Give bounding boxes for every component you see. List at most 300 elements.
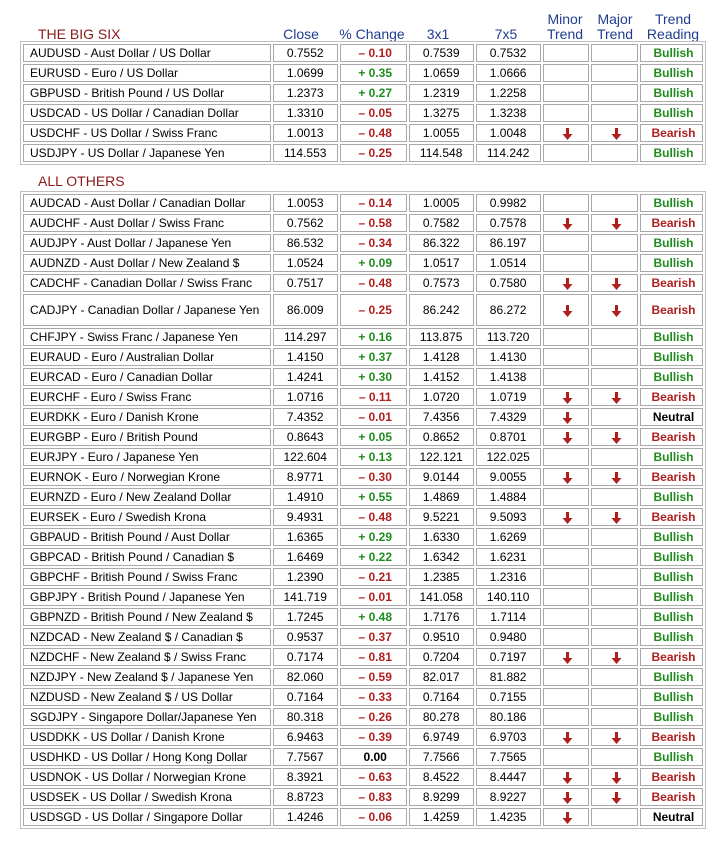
change-cell: – 0.81 — [340, 648, 407, 666]
pair-cell: USDHKD - US Dollar / Hong Kong Dollar — [23, 748, 271, 766]
change-cell: – 0.63 — [340, 768, 407, 786]
table-row — [23, 428, 703, 446]
trend-reading-cell: Bearish — [640, 728, 703, 746]
7x5-cell: 1.0719 — [476, 388, 541, 406]
7x5-cell: 1.0666 — [476, 64, 541, 82]
close-cell: 1.2373 — [273, 84, 338, 102]
change-cell: + 0.30 — [340, 368, 407, 386]
trend-reading-cell: Bullish — [640, 488, 703, 506]
major-trend-cell — [591, 528, 638, 546]
7x5-cell: 1.2258 — [476, 84, 541, 102]
trend-reading-cell: Bearish — [640, 274, 703, 292]
3x1-cell: 0.7573 — [409, 274, 474, 292]
3x1-cell: 1.2319 — [409, 84, 474, 102]
minor-trend-cell — [543, 748, 590, 766]
down-arrow-icon — [611, 218, 622, 230]
trend-reading-cell: Bearish — [640, 788, 703, 806]
major-trend-cell — [591, 44, 638, 62]
minor-trend-cell — [543, 448, 590, 466]
major-trend-cell — [591, 768, 638, 786]
all-others-title: ALL OTHERS — [38, 173, 125, 189]
down-arrow-icon — [562, 732, 573, 744]
pair-cell: EURGBP - Euro / British Pound — [23, 428, 271, 446]
all-others-table — [20, 191, 706, 829]
7x5-cell: 1.7114 — [476, 608, 541, 626]
close-cell: 0.7174 — [273, 648, 338, 666]
table-row — [23, 468, 703, 486]
down-arrow-icon — [611, 732, 622, 744]
close-cell: 141.719 — [273, 588, 338, 606]
trend-reading-cell: Bullish — [640, 44, 703, 62]
minor-trend-cell — [543, 274, 590, 292]
3x1-cell: 8.9299 — [409, 788, 474, 806]
trend-reading-cell: Bullish — [640, 668, 703, 686]
change-cell: – 0.83 — [340, 788, 407, 806]
trend-reading-cell: Bullish — [640, 348, 703, 366]
close-cell: 1.4241 — [273, 368, 338, 386]
pair-cell: EURAUD - Euro / Australian Dollar — [23, 348, 271, 366]
minor-trend-cell — [543, 808, 590, 826]
7x5-cell: 1.4235 — [476, 808, 541, 826]
trend-reading-cell: Bullish — [640, 628, 703, 646]
minor-trend-cell — [543, 328, 590, 346]
7x5-cell: 1.6231 — [476, 548, 541, 566]
trend-reading-cell: Neutral — [640, 408, 703, 426]
change-cell: – 0.01 — [340, 408, 407, 426]
trend-reading-column-header: Trend Reading — [646, 11, 700, 42]
minor-trend-cell — [543, 408, 590, 426]
pair-cell: USDDKK - US Dollar / Danish Krone — [23, 728, 271, 746]
column-header-row — [0, 8, 724, 42]
trend-reading-cell: Bullish — [640, 328, 703, 346]
table-row — [23, 548, 703, 566]
3x1-cell: 86.242 — [409, 294, 474, 326]
pair-cell: USDJPY - US Dollar / Japanese Yen — [23, 144, 271, 162]
major-trend-cell — [591, 64, 638, 82]
table-row — [23, 274, 703, 292]
close-cell: 1.7245 — [273, 608, 338, 626]
trend-reading-cell: Bearish — [640, 508, 703, 526]
table-row — [23, 368, 703, 386]
trend-reading-cell: Bullish — [640, 84, 703, 102]
close-cell: 8.9771 — [273, 468, 338, 486]
change-cell: – 0.58 — [340, 214, 407, 232]
down-arrow-icon — [611, 512, 622, 524]
pair-cell: GBPJPY - British Pound / Japanese Yen — [23, 588, 271, 606]
3x1-cell: 114.548 — [409, 144, 474, 162]
minor-trend-cell — [543, 768, 590, 786]
table-row — [23, 608, 703, 626]
7x5-cell: 7.4329 — [476, 408, 541, 426]
trend-reading-cell: Bearish — [640, 294, 703, 326]
7x5-column-header: 7x5 — [494, 26, 518, 42]
minor-trend-cell — [543, 728, 590, 746]
major-trend-cell — [591, 448, 638, 466]
change-cell: + 0.48 — [340, 608, 407, 626]
major-trend-cell — [591, 728, 638, 746]
major-trend-cell — [591, 348, 638, 366]
close-cell: 86.009 — [273, 294, 338, 326]
close-cell: 0.7517 — [273, 274, 338, 292]
minor-trend-cell — [543, 254, 590, 272]
close-cell: 8.3921 — [273, 768, 338, 786]
minor-trend-cell — [543, 194, 590, 212]
trend-reading-cell: Bearish — [640, 124, 703, 142]
minor-trend-cell — [543, 368, 590, 386]
pair-cell: AUDCAD - Aust Dollar / Canadian Dollar — [23, 194, 271, 212]
pair-cell: AUDNZD - Aust Dollar / New Zealand $ — [23, 254, 271, 272]
major-trend-cell — [591, 274, 638, 292]
7x5-cell: 9.0055 — [476, 468, 541, 486]
3x1-cell: 0.7539 — [409, 44, 474, 62]
minor-trend-cell — [543, 388, 590, 406]
3x1-cell: 1.0517 — [409, 254, 474, 272]
table-row — [23, 748, 703, 766]
close-cell: 114.553 — [273, 144, 338, 162]
7x5-cell: 0.7580 — [476, 274, 541, 292]
pair-cell: EURCAD - Euro / Canadian Dollar — [23, 368, 271, 386]
table-row — [23, 728, 703, 746]
trend-reading-cell: Bullish — [640, 568, 703, 586]
major-trend-cell — [591, 628, 638, 646]
table-row — [23, 588, 703, 606]
big-six-table-body — [23, 44, 703, 162]
minor-trend-cell — [543, 708, 590, 726]
minor-trend-cell — [543, 588, 590, 606]
close-cell: 0.7552 — [273, 44, 338, 62]
trend-reading-cell: Bullish — [640, 588, 703, 606]
major-trend-cell — [591, 608, 638, 626]
table-row — [23, 294, 703, 326]
close-cell: 0.7164 — [273, 688, 338, 706]
7x5-cell: 1.6269 — [476, 528, 541, 546]
trend-reading-cell: Bullish — [640, 144, 703, 162]
close-cell: 82.060 — [273, 668, 338, 686]
trend-reading-cell: Bearish — [640, 648, 703, 666]
down-arrow-icon — [611, 128, 622, 140]
3x1-cell: 7.4356 — [409, 408, 474, 426]
minor-trend-cell — [543, 64, 590, 82]
table-row — [23, 508, 703, 526]
change-cell: – 0.25 — [340, 144, 407, 162]
minor-trend-cell — [543, 608, 590, 626]
pair-cell: EURCHF - Euro / Swiss Franc — [23, 388, 271, 406]
close-cell: 1.0053 — [273, 194, 338, 212]
major-trend-cell — [591, 408, 638, 426]
7x5-cell: 6.9703 — [476, 728, 541, 746]
trend-reading-cell: Bullish — [640, 528, 703, 546]
table-row — [23, 568, 703, 586]
3x1-cell: 9.0144 — [409, 468, 474, 486]
trend-reading-cell: Bullish — [640, 548, 703, 566]
minor-trend-cell — [543, 234, 590, 252]
pair-cell: NZDJPY - New Zealand $ / Japanese Yen — [23, 668, 271, 686]
trend-reading-cell: Bearish — [640, 214, 703, 232]
minor-trend-cell — [543, 528, 590, 546]
trend-reading-cell: Bearish — [640, 768, 703, 786]
7x5-cell: 7.7565 — [476, 748, 541, 766]
7x5-cell: 86.197 — [476, 234, 541, 252]
table-row — [23, 628, 703, 646]
3x1-cell: 0.7164 — [409, 688, 474, 706]
7x5-cell: 0.7155 — [476, 688, 541, 706]
close-cell: 0.8643 — [273, 428, 338, 446]
major-trend-cell — [591, 548, 638, 566]
7x5-cell: 1.0048 — [476, 124, 541, 142]
minor-trend-column-header: Minor Trend — [546, 11, 584, 42]
close-cell: 7.7567 — [273, 748, 338, 766]
down-arrow-icon — [562, 412, 573, 424]
7x5-cell: 1.2316 — [476, 568, 541, 586]
change-cell: – 0.21 — [340, 568, 407, 586]
7x5-cell: 1.4884 — [476, 488, 541, 506]
close-cell: 9.4931 — [273, 508, 338, 526]
7x5-cell: 140.110 — [476, 588, 541, 606]
minor-trend-cell — [543, 428, 590, 446]
major-trend-column-header: Major Trend — [596, 11, 634, 42]
7x5-cell: 0.7578 — [476, 214, 541, 232]
table-row — [23, 648, 703, 666]
minor-trend-cell — [543, 104, 590, 122]
pair-cell: NZDUSD - New Zealand $ / US Dollar — [23, 688, 271, 706]
7x5-cell: 0.7197 — [476, 648, 541, 666]
minor-trend-cell — [543, 348, 590, 366]
change-cell: – 0.48 — [340, 508, 407, 526]
3x1-cell: 1.0055 — [409, 124, 474, 142]
big-six-table — [20, 41, 706, 165]
minor-trend-cell — [543, 488, 590, 506]
major-trend-cell — [591, 428, 638, 446]
trend-reading-cell: Bullish — [640, 708, 703, 726]
close-cell: 8.8723 — [273, 788, 338, 806]
trend-reading-cell: Bullish — [640, 688, 703, 706]
pair-cell: EURJPY - Euro / Japanese Yen — [23, 448, 271, 466]
7x5-cell: 80.186 — [476, 708, 541, 726]
change-cell: + 0.29 — [340, 528, 407, 546]
close-cell: 0.7562 — [273, 214, 338, 232]
3x1-cell: 80.278 — [409, 708, 474, 726]
close-cell: 1.0524 — [273, 254, 338, 272]
3x1-cell: 9.5221 — [409, 508, 474, 526]
close-cell: 1.2390 — [273, 568, 338, 586]
trend-reading-cell: Bearish — [640, 388, 703, 406]
close-cell: 122.604 — [273, 448, 338, 466]
trend-reading-cell: Bearish — [640, 428, 703, 446]
change-cell: + 0.05 — [340, 428, 407, 446]
3x1-cell: 82.017 — [409, 668, 474, 686]
close-cell: 1.3310 — [273, 104, 338, 122]
down-arrow-icon — [562, 772, 573, 784]
table-row — [23, 194, 703, 212]
pair-cell: CHFJPY - Swiss Franc / Japanese Yen — [23, 328, 271, 346]
major-trend-cell — [591, 104, 638, 122]
3x1-cell: 1.2385 — [409, 568, 474, 586]
close-column-header: Close — [283, 26, 319, 42]
down-arrow-icon — [562, 278, 573, 290]
trend-reading-cell: Bullish — [640, 608, 703, 626]
trend-reading-cell: Bullish — [640, 368, 703, 386]
3x1-cell: 6.9749 — [409, 728, 474, 746]
pair-cell: NZDCAD - New Zealand $ / Canadian $ — [23, 628, 271, 646]
3x1-cell: 1.0005 — [409, 194, 474, 212]
change-cell: – 0.06 — [340, 808, 407, 826]
table-row — [23, 808, 703, 826]
change-cell: – 0.10 — [340, 44, 407, 62]
change-cell: + 0.16 — [340, 328, 407, 346]
3x1-column-header: 3x1 — [426, 26, 450, 42]
change-cell: + 0.22 — [340, 548, 407, 566]
change-cell: – 0.34 — [340, 234, 407, 252]
table-row — [23, 104, 703, 122]
change-cell: – 0.48 — [340, 124, 407, 142]
major-trend-cell — [591, 588, 638, 606]
down-arrow-icon — [562, 472, 573, 484]
3x1-cell: 7.7566 — [409, 748, 474, 766]
table-row — [23, 214, 703, 232]
trend-reading-cell: Bullish — [640, 448, 703, 466]
pair-cell: EURUSD - Euro / US Dollar — [23, 64, 271, 82]
3x1-cell: 1.4259 — [409, 808, 474, 826]
trend-reading-cell: Bullish — [640, 64, 703, 82]
down-arrow-icon — [562, 432, 573, 444]
big-six-title: THE BIG SIX — [38, 26, 121, 42]
major-trend-cell — [591, 388, 638, 406]
3x1-cell: 1.6342 — [409, 548, 474, 566]
trend-reading-cell: Bullish — [640, 104, 703, 122]
down-arrow-icon — [562, 812, 573, 824]
minor-trend-cell — [543, 628, 590, 646]
down-arrow-icon — [611, 278, 622, 290]
trend-reading-cell: Bullish — [640, 748, 703, 766]
7x5-cell: 114.242 — [476, 144, 541, 162]
change-cell: – 0.05 — [340, 104, 407, 122]
down-arrow-icon — [562, 128, 573, 140]
3x1-cell: 141.058 — [409, 588, 474, 606]
3x1-cell: 1.7176 — [409, 608, 474, 626]
minor-trend-cell — [543, 468, 590, 486]
7x5-cell: 0.8701 — [476, 428, 541, 446]
all-others-table-body — [23, 194, 703, 826]
3x1-cell: 1.6330 — [409, 528, 474, 546]
3x1-cell: 1.4869 — [409, 488, 474, 506]
major-trend-cell — [591, 748, 638, 766]
major-trend-cell — [591, 254, 638, 272]
major-trend-cell — [591, 808, 638, 826]
pair-cell: GBPAUD - British Pound / Aust Dollar — [23, 528, 271, 546]
pair-cell: GBPCAD - British Pound / Canadian $ — [23, 548, 271, 566]
close-cell: 1.0716 — [273, 388, 338, 406]
trend-reading-cell: Bullish — [640, 254, 703, 272]
major-trend-cell — [591, 214, 638, 232]
7x5-cell: 0.9982 — [476, 194, 541, 212]
major-trend-cell — [591, 688, 638, 706]
table-row — [23, 234, 703, 252]
change-cell: + 0.09 — [340, 254, 407, 272]
major-trend-cell — [591, 468, 638, 486]
pair-cell: GBPUSD - British Pound / US Dollar — [23, 84, 271, 102]
down-arrow-icon — [611, 772, 622, 784]
major-trend-cell — [591, 368, 638, 386]
table-row — [23, 488, 703, 506]
change-cell: + 0.37 — [340, 348, 407, 366]
pair-cell: AUDCHF - Aust Dollar / Swiss Franc — [23, 214, 271, 232]
7x5-cell: 9.5093 — [476, 508, 541, 526]
major-trend-cell — [591, 788, 638, 806]
table-row — [23, 388, 703, 406]
change-cell: + 0.55 — [340, 488, 407, 506]
close-cell: 1.4910 — [273, 488, 338, 506]
pair-cell: AUDUSD - Aust Dollar / US Dollar — [23, 44, 271, 62]
change-cell: – 0.59 — [340, 668, 407, 686]
down-arrow-icon — [611, 792, 622, 804]
pair-cell: USDSEK - US Dollar / Swedish Krona — [23, 788, 271, 806]
major-trend-cell — [591, 668, 638, 686]
major-trend-cell — [591, 488, 638, 506]
table-row — [23, 668, 703, 686]
7x5-cell: 8.4447 — [476, 768, 541, 786]
close-cell: 1.0699 — [273, 64, 338, 82]
pair-cell: EURNZD - Euro / New Zealand Dollar — [23, 488, 271, 506]
change-cell: 0.00 — [340, 748, 407, 766]
down-arrow-icon — [611, 432, 622, 444]
trend-reading-cell: Bullish — [640, 234, 703, 252]
pair-cell: USDSGD - US Dollar / Singapore Dollar — [23, 808, 271, 826]
minor-trend-cell — [543, 788, 590, 806]
change-cell: – 0.25 — [340, 294, 407, 326]
7x5-cell: 1.4130 — [476, 348, 541, 366]
minor-trend-cell — [543, 294, 590, 326]
pair-cell: USDCAD - US Dollar / Canadian Dollar — [23, 104, 271, 122]
3x1-cell: 122.121 — [409, 448, 474, 466]
minor-trend-cell — [543, 688, 590, 706]
trend-reading-cell: Bullish — [640, 194, 703, 212]
close-cell: 0.9537 — [273, 628, 338, 646]
7x5-cell: 113.720 — [476, 328, 541, 346]
7x5-cell: 8.9227 — [476, 788, 541, 806]
change-cell: + 0.27 — [340, 84, 407, 102]
major-trend-cell — [591, 84, 638, 102]
down-arrow-icon — [562, 652, 573, 664]
down-arrow-icon — [611, 652, 622, 664]
table-row — [23, 348, 703, 366]
close-cell: 1.0013 — [273, 124, 338, 142]
trend-reading-cell: Neutral — [640, 808, 703, 826]
table-row — [23, 768, 703, 786]
change-cell: + 0.35 — [340, 64, 407, 82]
pct-change-column-header: % Change — [339, 26, 405, 42]
3x1-cell: 1.3275 — [409, 104, 474, 122]
close-cell: 6.9463 — [273, 728, 338, 746]
3x1-cell: 1.4152 — [409, 368, 474, 386]
major-trend-cell — [591, 568, 638, 586]
major-trend-cell — [591, 708, 638, 726]
pair-cell: CADCHF - Canadian Dollar / Swiss Franc — [23, 274, 271, 292]
minor-trend-cell — [543, 548, 590, 566]
change-cell: – 0.37 — [340, 628, 407, 646]
table-row — [23, 708, 703, 726]
change-cell: – 0.39 — [340, 728, 407, 746]
3x1-cell: 86.322 — [409, 234, 474, 252]
table-row — [23, 124, 703, 142]
close-cell: 1.6469 — [273, 548, 338, 566]
minor-trend-cell — [543, 84, 590, 102]
minor-trend-cell — [543, 124, 590, 142]
major-trend-cell — [591, 194, 638, 212]
close-cell: 1.6365 — [273, 528, 338, 546]
major-trend-cell — [591, 328, 638, 346]
table-row — [23, 44, 703, 62]
major-trend-cell — [591, 294, 638, 326]
